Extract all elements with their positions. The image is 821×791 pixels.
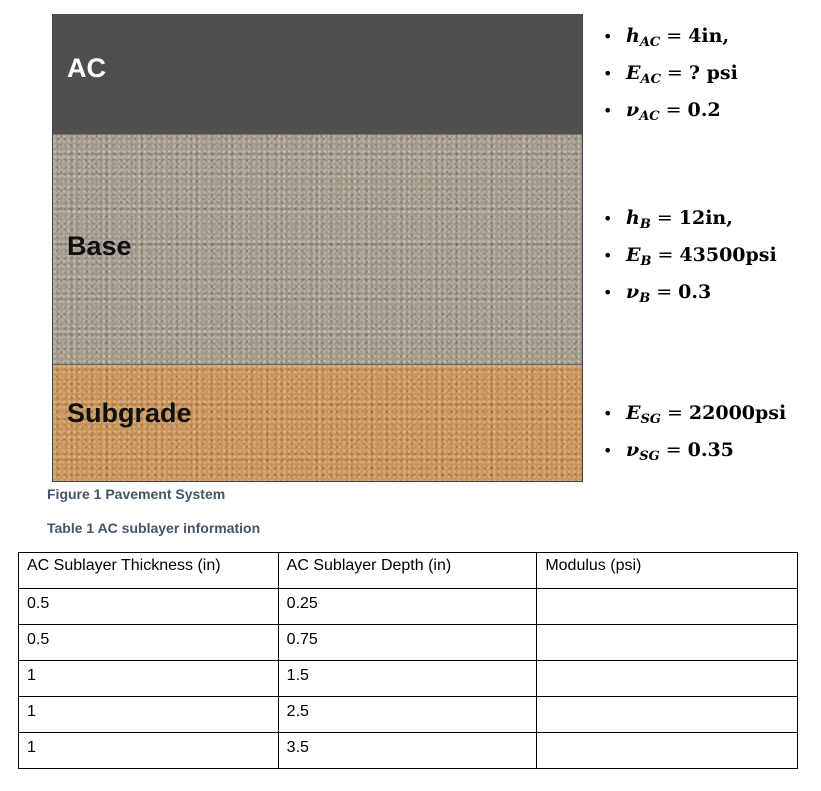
cell-depth: 0.75 [278,625,537,661]
table-header-row [19,553,798,589]
base-parameters-list [600,200,777,311]
figure-caption: Figure 1 Pavement System [47,486,226,502]
cell-depth: 2.5 [278,697,537,733]
ac-poisson-param: • $\nu_{AC} = 0.2$ [600,92,738,129]
table-row [19,697,798,733]
cell-modulus [537,589,798,625]
table-row [19,661,798,697]
cell-thickness: 1 [19,697,279,733]
cell-modulus [537,625,798,661]
ac-parameters-list [600,18,738,129]
header-depth: AC Sublayer Depth (in) [278,553,537,589]
table-row [19,733,798,769]
table-row [19,625,798,661]
cell-thickness: 0.5 [19,625,279,661]
subgrade-modulus-param: • $E_{SG} = 22000psi$ [600,395,786,432]
ac-layer-label: AC [67,53,106,83]
subgrade-parameters-list [600,395,786,469]
base-poisson-param: • $\nu_B = 0.3$ [600,274,777,311]
subgrade-poisson-param: • $\nu_{SG} = 0.35$ [600,432,786,469]
subgrade-layer-label: Subgrade [67,398,192,428]
cell-depth: 1.5 [278,661,537,697]
ac-thickness-param: • $h_{AC} = 4in$, [600,18,738,55]
cell-depth: 3.5 [278,733,537,769]
base-thickness-param: • $h_B = 12in$, [600,200,777,237]
cell-modulus [537,697,798,733]
header-thickness: AC Sublayer Thickness (in) [19,553,279,589]
header-modulus: Modulus (psi) [537,553,798,589]
cell-modulus [537,661,798,697]
ac-sublayer-table [18,552,798,769]
base-layer-label: Base [67,231,132,261]
subgrade-layer [53,364,582,481]
cell-thickness: 1 [19,661,279,697]
cell-depth: 0.25 [278,589,537,625]
table-row [19,589,798,625]
base-layer [53,134,582,364]
cell-modulus [537,733,798,769]
ac-layer [53,15,582,134]
table-caption: Table 1 AC sublayer information [47,520,261,536]
cell-thickness: 1 [19,733,279,769]
cell-thickness: 0.5 [19,589,279,625]
ac-modulus-param: • $E_{AC}$ = ? psi [600,55,738,92]
pavement-system-diagram [52,14,583,482]
base-modulus-param: • $E_B = 43500psi$ [600,237,777,274]
